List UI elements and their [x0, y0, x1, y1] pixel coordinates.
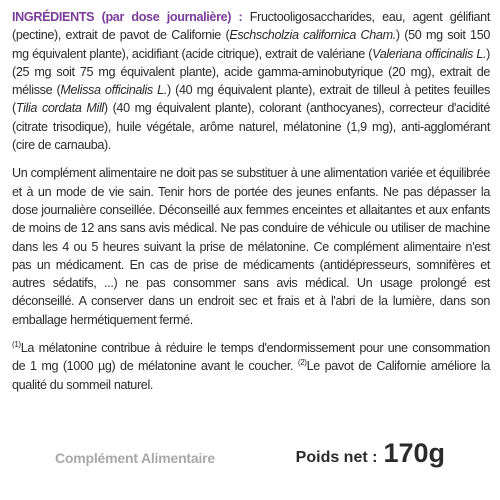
label-footer	[55, 438, 455, 478]
latin-name: Valeriana officinalis L.	[372, 46, 487, 61]
net-weight-label: Poids net :	[295, 449, 378, 466]
ingredients-text: ) (40 mg équivalent plante), colorant (anthocyanes), correcteur d'acidité (citrate trisodique), huile végétale, arôme naturel, mélatonine (1,9 mg), anti-agglomérant (cire de carnauba).	[12, 101, 490, 153]
ingredients-paragraph	[12, 8, 490, 154]
footnote-marker: (1)	[12, 339, 21, 349]
claims-paragraph	[12, 339, 490, 394]
product-type-label: Complément Alimentaire	[55, 450, 216, 466]
footnote-marker: (2)	[297, 358, 307, 368]
latin-name: Tilia cordata Mill	[15, 101, 104, 116]
net-weight-value: 170g	[383, 438, 445, 468]
latin-name: Eschscholzia californica Cham.	[229, 28, 396, 43]
ingredients-text: ) (40 mg équivalent plante), extrait de tilleul à petites feuilles (	[12, 83, 491, 116]
latin-name: Melissa officinalis L.	[60, 83, 167, 98]
claim-text: Le pavot de Californie améliore la qualité du sommeil naturel.	[12, 359, 491, 392]
net-weight	[296, 438, 445, 469]
warning-paragraph: Un complément alimentaire ne doit pas se substituer à une alimentation variée et équilibrée et à un mode de vie sain. Tenir hors de portée des jeunes enfants. Ne pas dépasser la dose journalière conseillée. Déconseillé aux femmes enceintes et allaitantes et aux enfants de moins de 12 ans sans avis médical. Ne pas conduire de véhicule ou utiliser de machine dans les 4 ou 5 heures suivant la prise de mélatonine. Ce complément alimentaire n'est pas un médicament. En cas de prise de médicaments (antidépresseurs, somnifères et autres sédatifs, ...) ne pas consommer sans avis médical. Un usage prolongé est déconseillé. A conserver dans un endroit sec et frais et à l'abri de la lumière, dans son emballage hermétiquement fermé.	[12, 166, 490, 327]
claim-text: La mélatonine contribue à réduire le temps d'endormissement pour une consommation de 1 mg (1000 µg) de mélatonine avant le coucher.	[12, 341, 490, 374]
ingredients-text: ) (50 mg soit 150 mg équivalent plante), acidifiant (acide citrique), extrait de valériane (	[12, 28, 491, 61]
ingredients-text: Fructooligosaccharides, eau, agent gélifiant (pectine), extrait de pavot de Californie (	[12, 10, 490, 43]
ingredients-text: ) (25 mg soit 75 mg équivalent plante), acide gamma-aminobutyrique (20 mg), extrait de mélisse (	[12, 46, 490, 98]
label-text-block	[12, 8, 490, 404]
ingredients-heading: INGRÉDIENTS (par dose journalière) :	[12, 10, 243, 24]
